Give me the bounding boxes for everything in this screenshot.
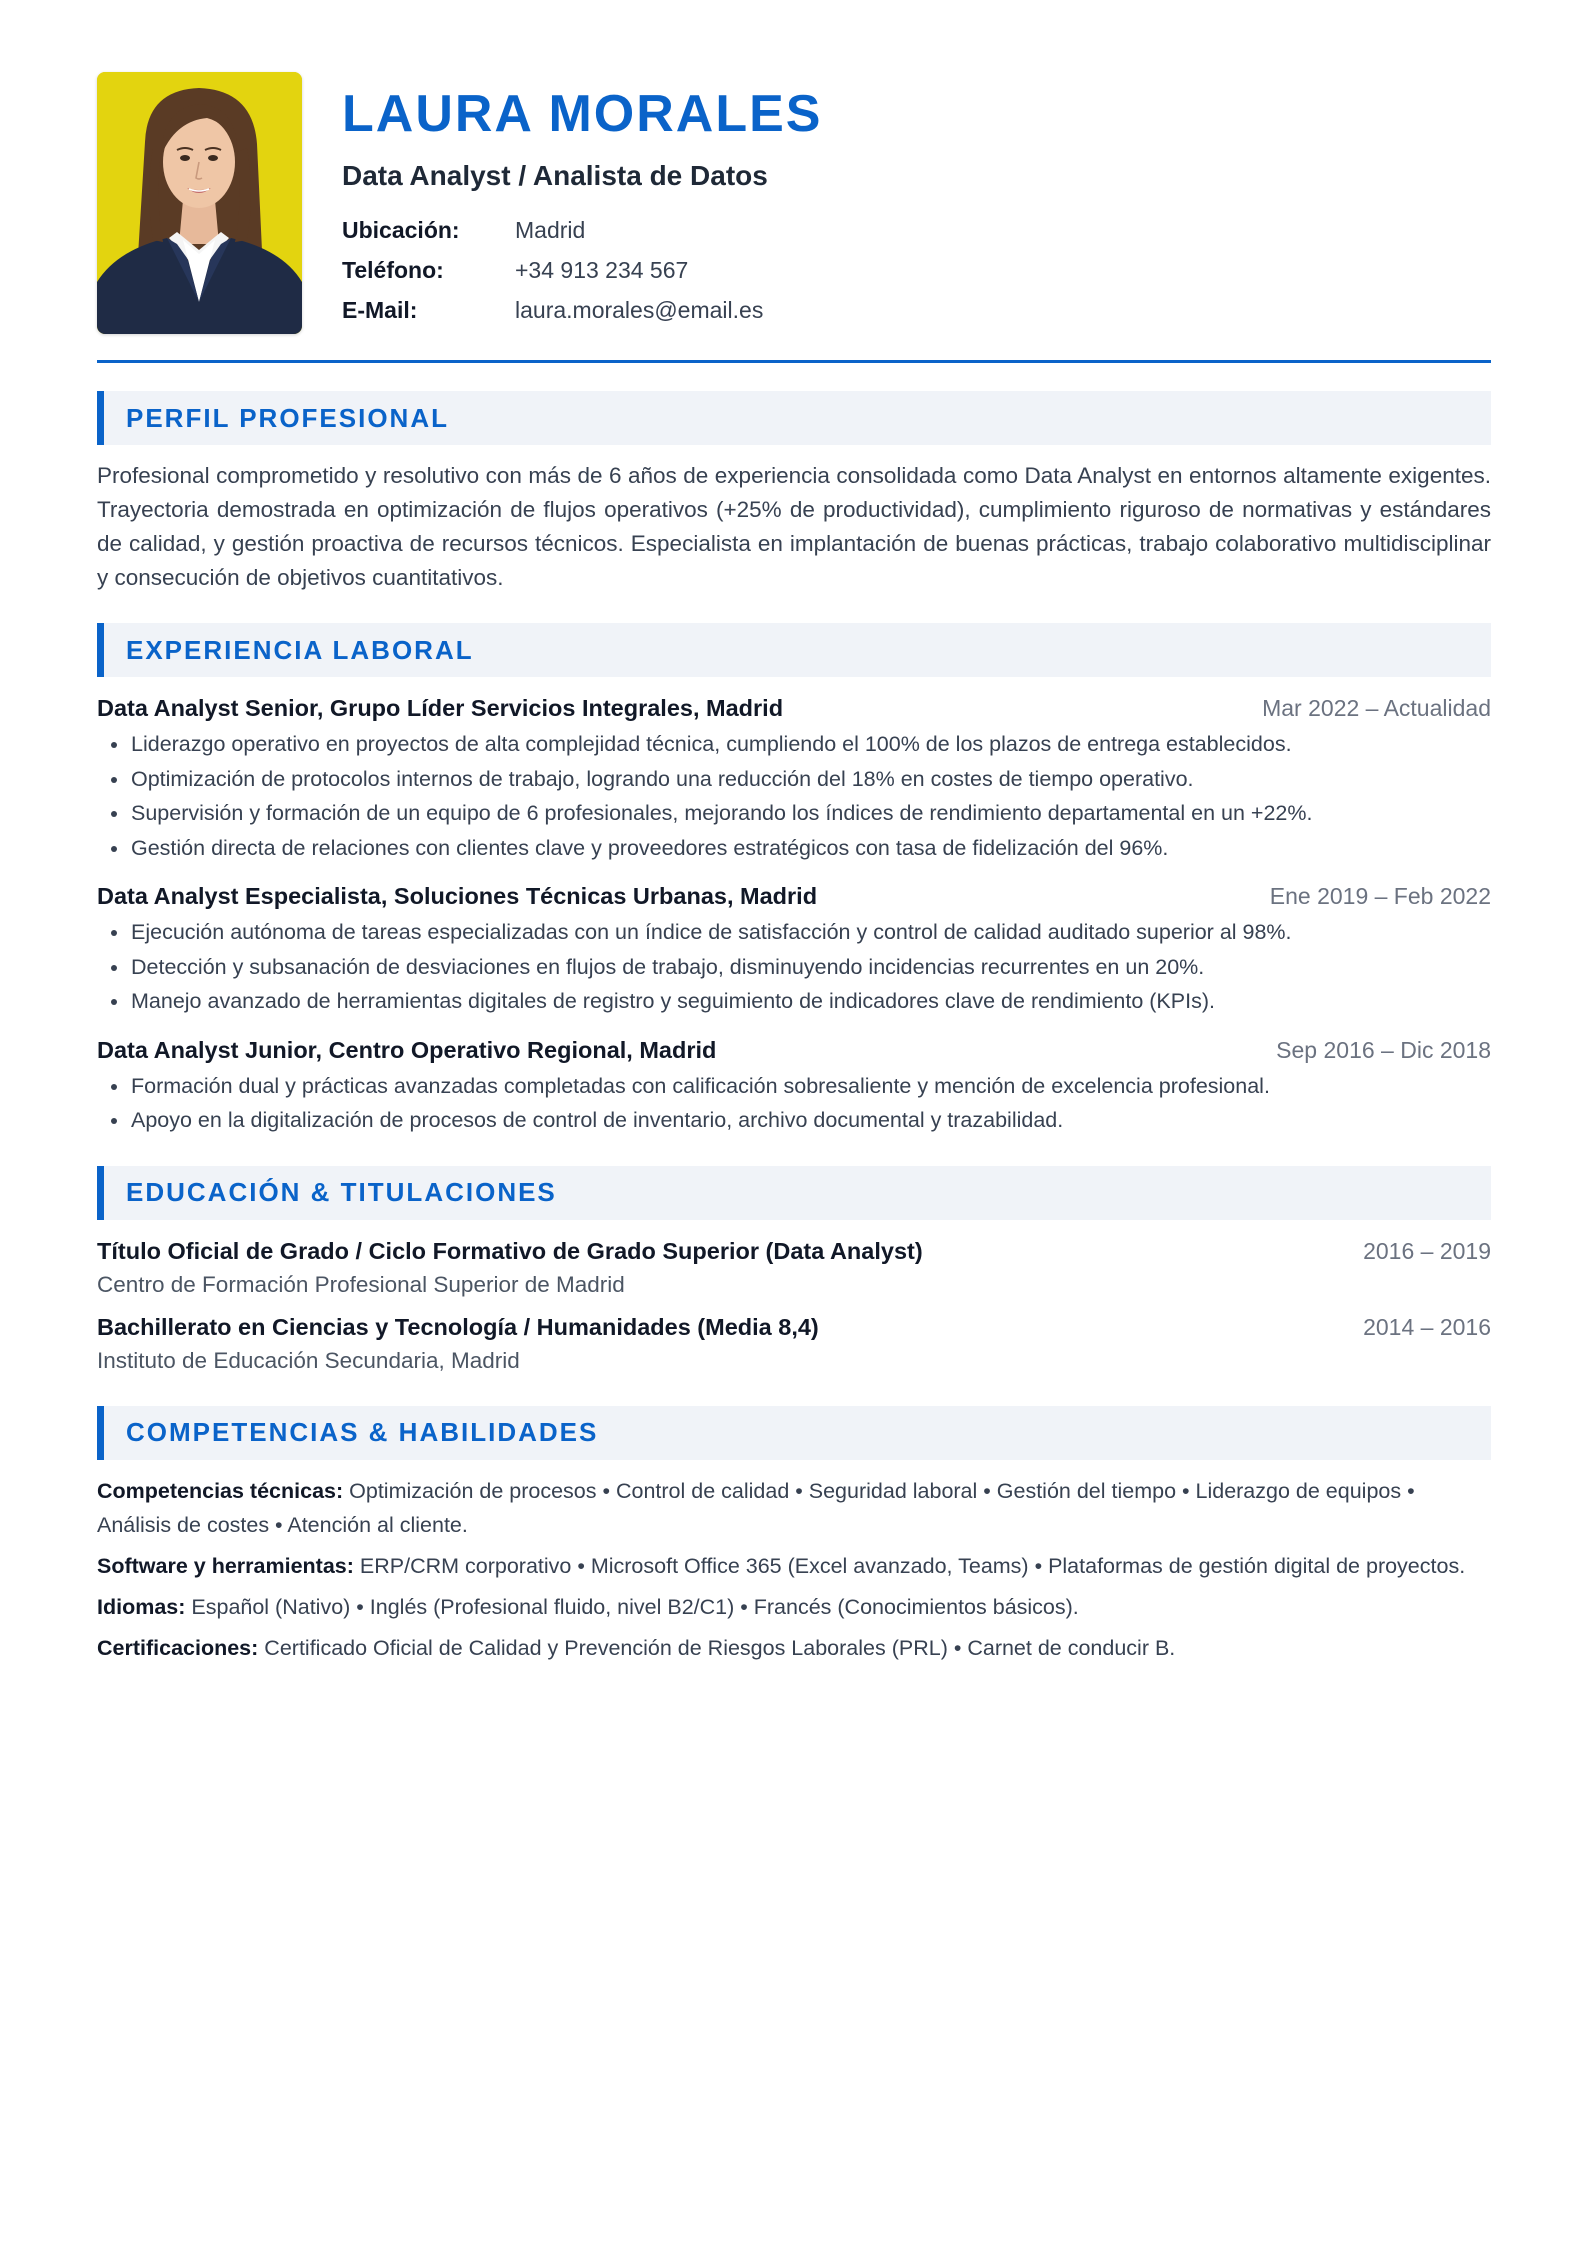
job-bullet: Ejecución autónoma de tareas especializadas con un índice de satisfacción y control de calidad auditado superior al 98%. [97, 915, 1491, 950]
job-title: Data Analyst Especialista, Soluciones Técnicas Urbanas, Madrid [97, 883, 818, 909]
education-entry [97, 1310, 1491, 1378]
skill-text: Español (Nativo) • Inglés (Profesional fluido, nivel B2/C1) • Francés (Conocimientos básicos). [191, 1594, 1079, 1619]
job-date: Sep 2016 – Dic 2018 [1276, 1036, 1491, 1063]
contact-email [342, 290, 823, 330]
section-title: EXPERIENCIA LABORAL [126, 634, 474, 665]
job-date: Ene 2019 – Feb 2022 [1269, 883, 1491, 909]
job-entry [97, 879, 1491, 1019]
section-header-profile [97, 391, 1491, 445]
skill-label: Competencias técnicas: [97, 1478, 344, 1503]
education-entry [97, 1234, 1491, 1302]
skill-label: Idiomas: [97, 1594, 186, 1619]
job-bullet: Gestión directa de relaciones con clientes clave y proveedores estratégicos con tasa de fidelización del 96%. [97, 831, 1491, 866]
contact-label: Teléfono: [342, 257, 444, 283]
skill-text: Certificado Oficial de Calidad y Prevención de Riesgos Laborales (PRL) • Carnet de conducir B. [264, 1635, 1176, 1660]
job-bullets [97, 727, 1491, 865]
job-bullets [97, 915, 1491, 1019]
job-bullet: Optimización de protocolos internos de trabajo, logrando una reducción del 18% en costes de tiempo operativo. [97, 762, 1491, 797]
section-header-experience [97, 623, 1491, 677]
contact-label: E-Mail: [342, 297, 418, 323]
section-title: EDUCACIÓN & TITULACIONES [126, 1177, 557, 1207]
header-info [342, 72, 823, 330]
skill-item [97, 1590, 1491, 1624]
contact-phone [342, 250, 823, 290]
job-header [97, 879, 1491, 913]
section-title: PERFIL PROFESIONAL [126, 402, 449, 433]
job-bullet: Supervisión y formación de un equipo de 6 profesionales, mejorando los índices de rendimiento departamental en un +22%. [97, 796, 1491, 831]
section-title: COMPETENCIAS & HABILIDADES [126, 1417, 599, 1447]
job-bullet: Detección y subsanación de desviaciones en flujos de trabajo, disminuyendo incidencias recurrentes en un 20%. [97, 950, 1491, 985]
job-bullet: Manejo avanzado de herramientas digitales de registro y seguimiento de indicadores clave de rendimiento (KPIs). [97, 984, 1491, 1019]
job-header [97, 1033, 1491, 1067]
candidate-name: LAURA MORALES [342, 85, 823, 143]
education-school: Centro de Formación Profesional Superior de Madrid [97, 1271, 625, 1297]
job-title: Data Analyst Junior, Centro Operativo Regional, Madrid [97, 1036, 717, 1063]
skills-list [97, 1474, 1491, 1665]
contact-list [342, 210, 823, 330]
job-bullet: Liderazgo operativo en proyectos de alta complejidad técnica, cumpliendo el 100% de los plazos de entrega establecidos. [97, 727, 1491, 762]
job-title: Data Analyst Senior, Grupo Líder Servicios Integrales, Madrid [97, 695, 784, 721]
job-bullet: Apoyo en la digitalización de procesos de control de inventario, archivo documental y trazabilidad. [97, 1103, 1491, 1138]
job-bullet: Formación dual y prácticas avanzadas completadas con calificación sobresaliente y mención de excelencia profesional. [97, 1069, 1491, 1104]
contact-value: +34 913 234 567 [515, 257, 689, 283]
skill-label: Software y herramientas: [97, 1553, 354, 1578]
education-title: Bachillerato en Ciencias y Tecnología / Humanidades (Media 8,4) [97, 1313, 819, 1340]
skill-item [97, 1474, 1491, 1542]
header-divider [97, 360, 1491, 363]
contact-label: Ubicación: [342, 217, 460, 243]
section-header-skills [97, 1406, 1491, 1460]
section-header-education [97, 1166, 1491, 1220]
profile-summary: Profesional comprometido y resolutivo con más de 6 años de experiencia consolidada como Data Analyst en entornos altamente exigentes. Trayectoria demostrada en optimización de flujos operativos (+25% de productividad), cumplimiento riguroso de normativas y estándares de calidad, y gestión proactiva de recursos técnicos. Especialista en implantación de buenas prácticas, trabajo colaborativo multidisciplinar y consecución de objetivos cuantitativos. [97, 463, 1491, 590]
skill-text: Optimización de procesos • Control de calidad • Seguridad laboral • Gestión del tiempo • Liderazgo de equipos • Análisis de costes • Atención al cliente. [97, 1478, 1415, 1537]
contact-location [342, 210, 823, 250]
job-entry [97, 1033, 1491, 1138]
skill-label: Certificaciones: [97, 1635, 259, 1660]
skill-text: ERP/CRM corporativo • Microsoft Office 365 (Excel avanzado, Teams) • Plataformas de gestión digital de proyectos. [359, 1553, 1466, 1578]
contact-value: Madrid [515, 217, 586, 243]
education-school: Instituto de Educación Secundaria, Madrid [97, 1347, 520, 1373]
portrait-illustration [97, 72, 302, 334]
resume-header [97, 72, 1491, 334]
contact-value[interactable]: laura.morales@email.es [515, 297, 764, 323]
job-date: Mar 2022 – Actualidad [1262, 695, 1491, 721]
education-date: 2014 – 2016 [1363, 1313, 1491, 1340]
skill-item [97, 1631, 1491, 1665]
profile-photo [97, 72, 302, 334]
candidate-role: Data Analyst / Analista de Datos [342, 160, 768, 191]
skill-item [97, 1549, 1491, 1583]
job-bullets [97, 1069, 1491, 1138]
job-header [97, 691, 1491, 725]
education-header [97, 1310, 1491, 1344]
job-entry [97, 691, 1491, 865]
education-header [97, 1234, 1491, 1268]
education-date: 2016 – 2019 [1363, 1237, 1491, 1264]
education-title: Título Oficial de Grado / Ciclo Formativo de Grado Superior (Data Analyst) [97, 1237, 923, 1264]
